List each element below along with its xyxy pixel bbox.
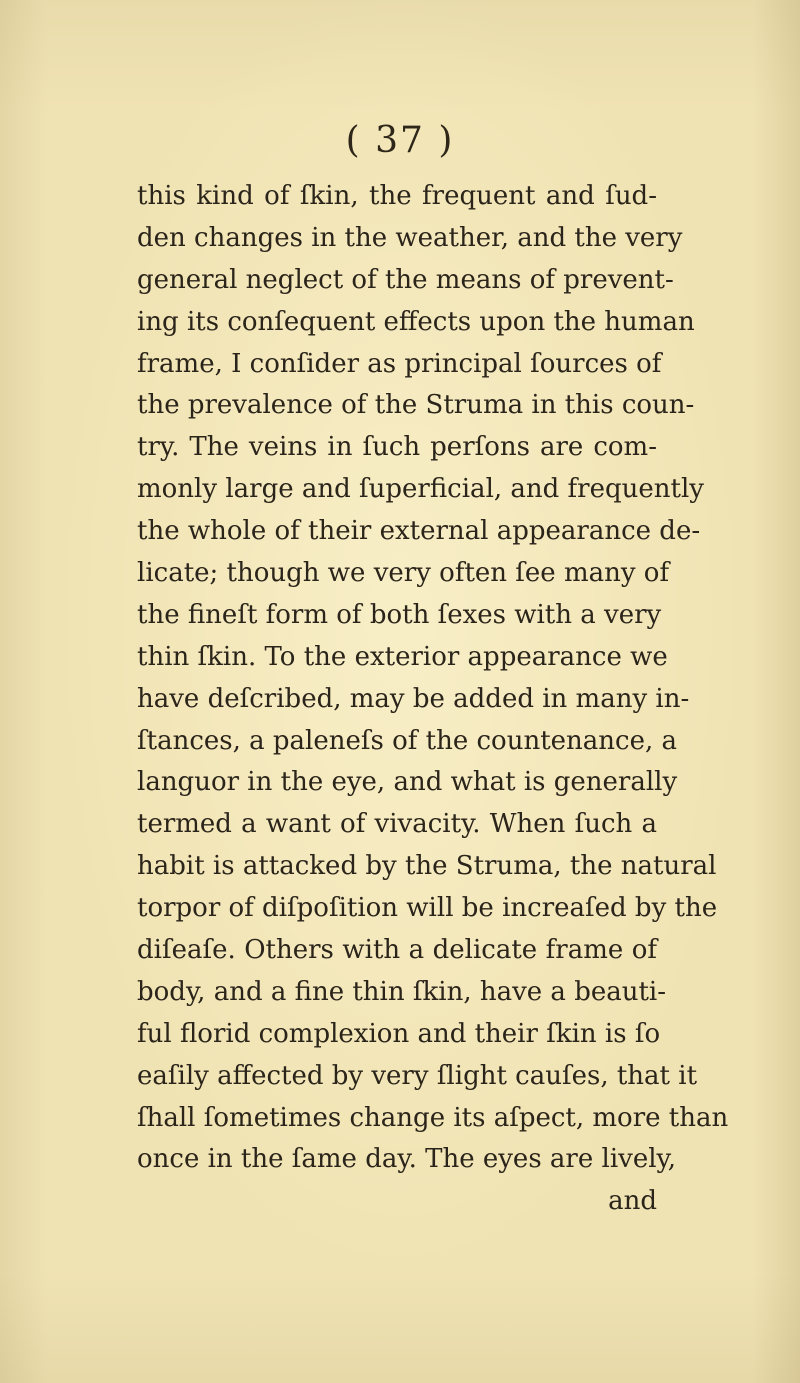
text-line: body, and a fine thin ſkin, have a beauti- [137,976,667,1007]
body-text [137,176,729,1223]
text-line: languor in the eye, and what is generally [137,767,678,798]
text-line: the prevalence of the Struma in this coun- [137,390,695,421]
text-line: thin ſkin. To the exterior appearance we [137,641,668,672]
text-line: this kind of ſkin, the frequent and ſud- [137,181,657,211]
text-line: den changes in the weather, and the very [137,222,683,253]
text-line: termed a want of vivacity. When ſuch a [137,809,657,840]
text-line: monly large and ſuperficial, and frequently [137,474,704,505]
text-line: have deſcribed, may be added in many in- [137,683,690,714]
text-line: general neglect of the means of prevent- [137,264,674,295]
text-line: ſtances, a paleneſs of the countenance, a [137,725,678,756]
text-line: habit is attacked by the Struma, the natural [137,851,717,882]
text-line: once in the ſame day. The eyes are lively, [137,1144,677,1175]
text-line: diſeaſe. Others with a delicate frame of [137,935,657,966]
text-line: licate; though we very often ſee many of [137,558,670,589]
text-line: torpor of diſpoſition will be increaſed by the [137,893,718,924]
text-line: eaſily affected by very ſlight cauſes, that it [137,1060,698,1091]
page-number-header: ( 37 ) [345,120,455,161]
text-line: ing its conſequent effects upon the human [137,306,695,337]
text-line: try. The veins in ſuch perſons are com- [137,432,657,463]
text-line: the whole of their external appearance de- [137,516,701,547]
catchword: and [608,1186,657,1217]
text-line: ful florid complexion and their ſkin is ſo [137,1018,661,1049]
text-line: frame, I conſider as principal ſources of [137,348,662,379]
text-line: ſhall ſometimes change its aſpect, more than [137,1102,729,1133]
text-line: the fineſt form of both ſexes with a very [137,599,662,630]
